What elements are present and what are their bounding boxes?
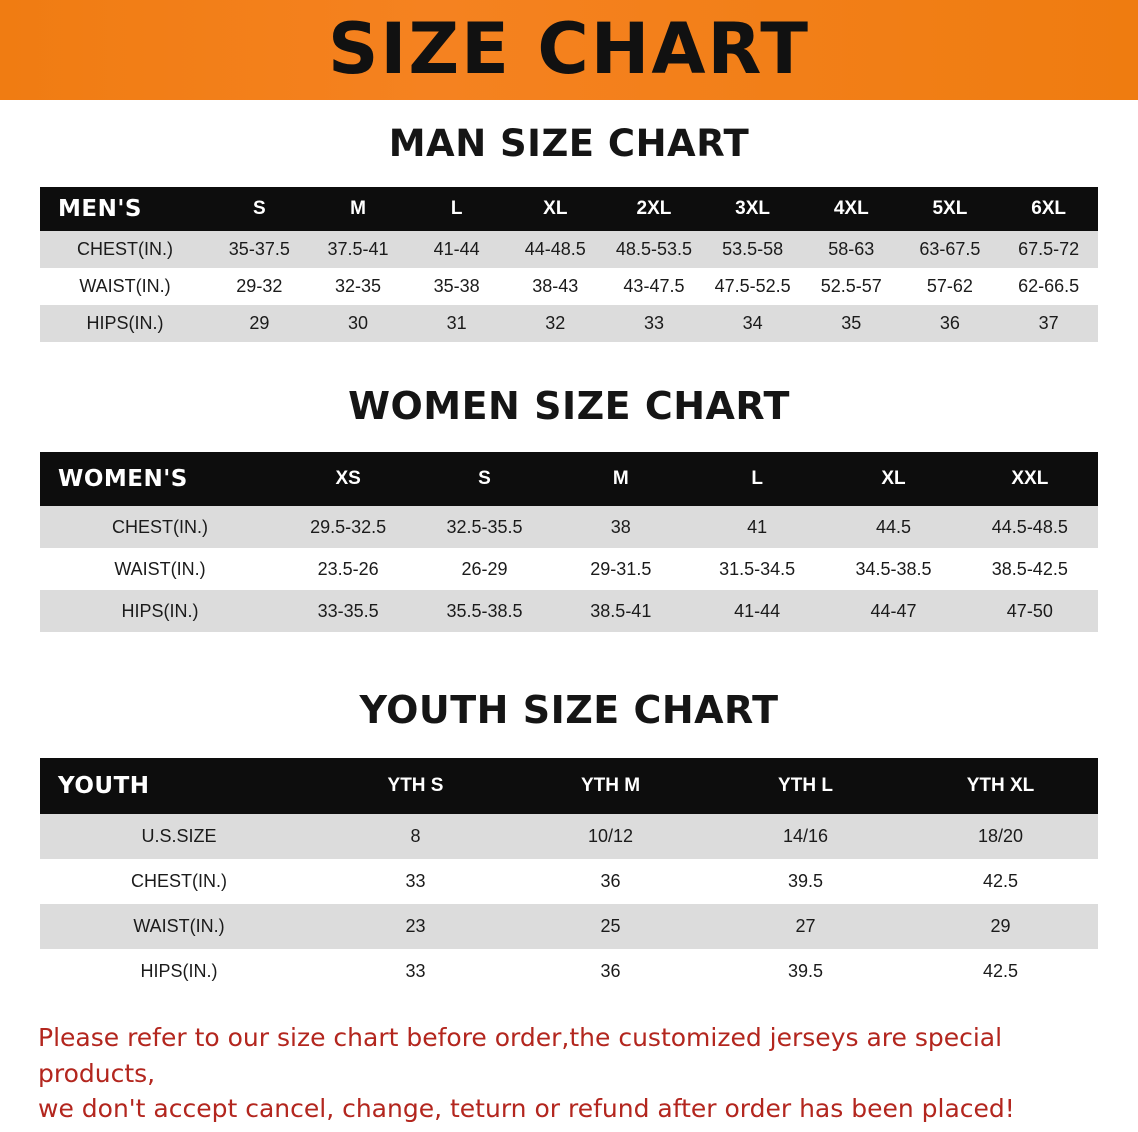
youth-table-head: [40, 758, 1098, 814]
man-size-table: [40, 187, 1098, 342]
youth-header-xl: YTH XL: [966, 775, 1035, 796]
table-cell: 34: [703, 305, 802, 342]
women-section-title: WOMEN SIZE CHART: [348, 384, 790, 428]
table-cell: 29: [903, 904, 1098, 949]
men-header-l: L: [450, 198, 463, 219]
table-cell: 62-66.5: [999, 268, 1098, 305]
table-cell: 33: [318, 949, 513, 994]
table-cell: 41: [689, 506, 825, 548]
table-cell: 44.5-48.5: [962, 506, 1098, 548]
man-table-body: [40, 231, 1098, 342]
table-cell: 25: [513, 904, 708, 949]
table-cell: 36: [513, 949, 708, 994]
women-header-l: L: [751, 468, 763, 489]
youth-table-wrap: [0, 758, 1138, 994]
men-header-xl: XL: [543, 198, 568, 219]
table-cell: 41-44: [407, 231, 506, 268]
table-row: [40, 268, 1098, 305]
table-row: [40, 506, 1098, 548]
youth-section-title: YOUTH SIZE CHART: [359, 688, 779, 732]
table-cell: 35-37.5: [210, 231, 309, 268]
table-cell: 18/20: [903, 814, 1098, 859]
table-cell: 44-48.5: [506, 231, 605, 268]
table-cell: 52.5-57: [802, 268, 901, 305]
table-cell: 32.5-35.5: [416, 506, 552, 548]
man-section-title: MAN SIZE CHART: [388, 122, 750, 165]
men-header-6xl: 6XL: [1031, 198, 1067, 219]
table-row: [40, 590, 1098, 632]
disclaimer-line-1: Please refer to our size chart before order,the customized jerseys are special products,: [38, 1023, 1003, 1088]
table-header-row: [40, 452, 1098, 506]
page-title: SIZE CHART: [327, 8, 811, 90]
women-row-label-hips: HIPS(IN.): [40, 590, 280, 632]
table-cell: 29-31.5: [553, 548, 689, 590]
men-header-m: M: [350, 198, 366, 219]
table-cell: 27: [708, 904, 903, 949]
table-cell: 67.5-72: [999, 231, 1098, 268]
women-header-s: S: [478, 468, 491, 489]
youth-row-label-hips: HIPS(IN.): [40, 949, 318, 994]
table-cell: 48.5-53.5: [605, 231, 704, 268]
women-table-wrap: [0, 452, 1138, 632]
table-cell: 33: [318, 859, 513, 904]
men-header-s: S: [252, 198, 266, 219]
table-row: [40, 814, 1098, 859]
table-cell: 10/12: [513, 814, 708, 859]
table-row: [40, 859, 1098, 904]
table-cell: 57-62: [901, 268, 1000, 305]
table-cell: 26-29: [416, 548, 552, 590]
table-cell: 33: [605, 305, 704, 342]
disclaimer-note: [38, 1020, 1100, 1127]
table-cell: 29: [210, 305, 309, 342]
youth-table-body: [40, 814, 1098, 994]
youth-row-label-waist: WAIST(IN.): [40, 904, 318, 949]
youth-header-s: YTH S: [387, 775, 444, 796]
women-table-body: [40, 506, 1098, 632]
man-table-head: [40, 187, 1098, 231]
table-cell: 38.5-41: [553, 590, 689, 632]
table-cell: 23: [318, 904, 513, 949]
men-header-4xl: 4XL: [833, 198, 869, 219]
women-row-label-chest: CHEST(IN.): [40, 506, 280, 548]
table-cell: 37.5-41: [309, 231, 408, 268]
table-cell: 39.5: [708, 859, 903, 904]
table-cell: 44.5: [825, 506, 961, 548]
table-cell: 53.5-58: [703, 231, 802, 268]
table-header-row: [40, 758, 1098, 814]
table-cell: 38: [553, 506, 689, 548]
women-size-table: [40, 452, 1098, 632]
youth-size-table: [40, 758, 1098, 994]
women-header-xs: XS: [335, 468, 361, 489]
table-cell: 33-35.5: [280, 590, 416, 632]
table-cell: 36: [901, 305, 1000, 342]
men-header-2xl: 2XL: [636, 198, 672, 219]
men-header-5xl: 5XL: [932, 198, 968, 219]
table-cell: 37: [999, 305, 1098, 342]
table-cell: 44-47: [825, 590, 961, 632]
table-cell: 31: [407, 305, 506, 342]
men-header-label: MEN'S: [58, 196, 142, 222]
table-cell: 42.5: [903, 949, 1098, 994]
women-row-label-waist: WAIST(IN.): [40, 548, 280, 590]
table-cell: 30: [309, 305, 408, 342]
disclaimer-line-2: we don't accept cancel, change, teturn or refund after order has been placed!: [38, 1094, 1015, 1123]
table-cell: 47.5-52.5: [703, 268, 802, 305]
table-row: [40, 548, 1098, 590]
men-header-3xl: 3XL: [735, 198, 771, 219]
table-header-row: [40, 187, 1098, 231]
table-cell: 43-47.5: [605, 268, 704, 305]
table-cell: 23.5-26: [280, 548, 416, 590]
man-table-wrap: [0, 187, 1138, 342]
women-header-label: WOMEN'S: [58, 466, 188, 492]
table-cell: 31.5-34.5: [689, 548, 825, 590]
table-cell: 47-50: [962, 590, 1098, 632]
table-row: [40, 231, 1098, 268]
youth-header-m: YTH M: [580, 775, 641, 796]
table-row: [40, 949, 1098, 994]
banner: [0, 0, 1138, 100]
men-row-label-hips: HIPS(IN.): [40, 305, 210, 342]
women-header-xxl: XXL: [1011, 468, 1049, 489]
youth-header-l: YTH L: [778, 775, 833, 796]
men-row-label-chest: CHEST(IN.): [40, 231, 210, 268]
table-cell: 39.5: [708, 949, 903, 994]
table-cell: 38-43: [506, 268, 605, 305]
women-header-m: M: [612, 468, 629, 489]
women-table-head: [40, 452, 1098, 506]
table-cell: 63-67.5: [901, 231, 1000, 268]
women-header-xl: XL: [881, 468, 906, 489]
table-cell: 41-44: [689, 590, 825, 632]
table-cell: 29.5-32.5: [280, 506, 416, 548]
table-cell: 35.5-38.5: [416, 590, 552, 632]
table-cell: 58-63: [802, 231, 901, 268]
youth-header-label: YOUTH: [58, 773, 150, 799]
table-row: [40, 904, 1098, 949]
table-cell: 32-35: [309, 268, 408, 305]
table-cell: 38.5-42.5: [962, 548, 1098, 590]
table-cell: 35: [802, 305, 901, 342]
table-cell: 35-38: [407, 268, 506, 305]
table-cell: 36: [513, 859, 708, 904]
table-cell: 14/16: [708, 814, 903, 859]
table-row: [40, 305, 1098, 342]
table-cell: 29-32: [210, 268, 309, 305]
youth-row-label-ussize: U.S.SIZE: [40, 814, 318, 859]
table-cell: 42.5: [903, 859, 1098, 904]
table-cell: 8: [318, 814, 513, 859]
table-cell: 32: [506, 305, 605, 342]
table-cell: 34.5-38.5: [825, 548, 961, 590]
men-row-label-waist: WAIST(IN.): [40, 268, 210, 305]
youth-row-label-chest: CHEST(IN.): [40, 859, 318, 904]
